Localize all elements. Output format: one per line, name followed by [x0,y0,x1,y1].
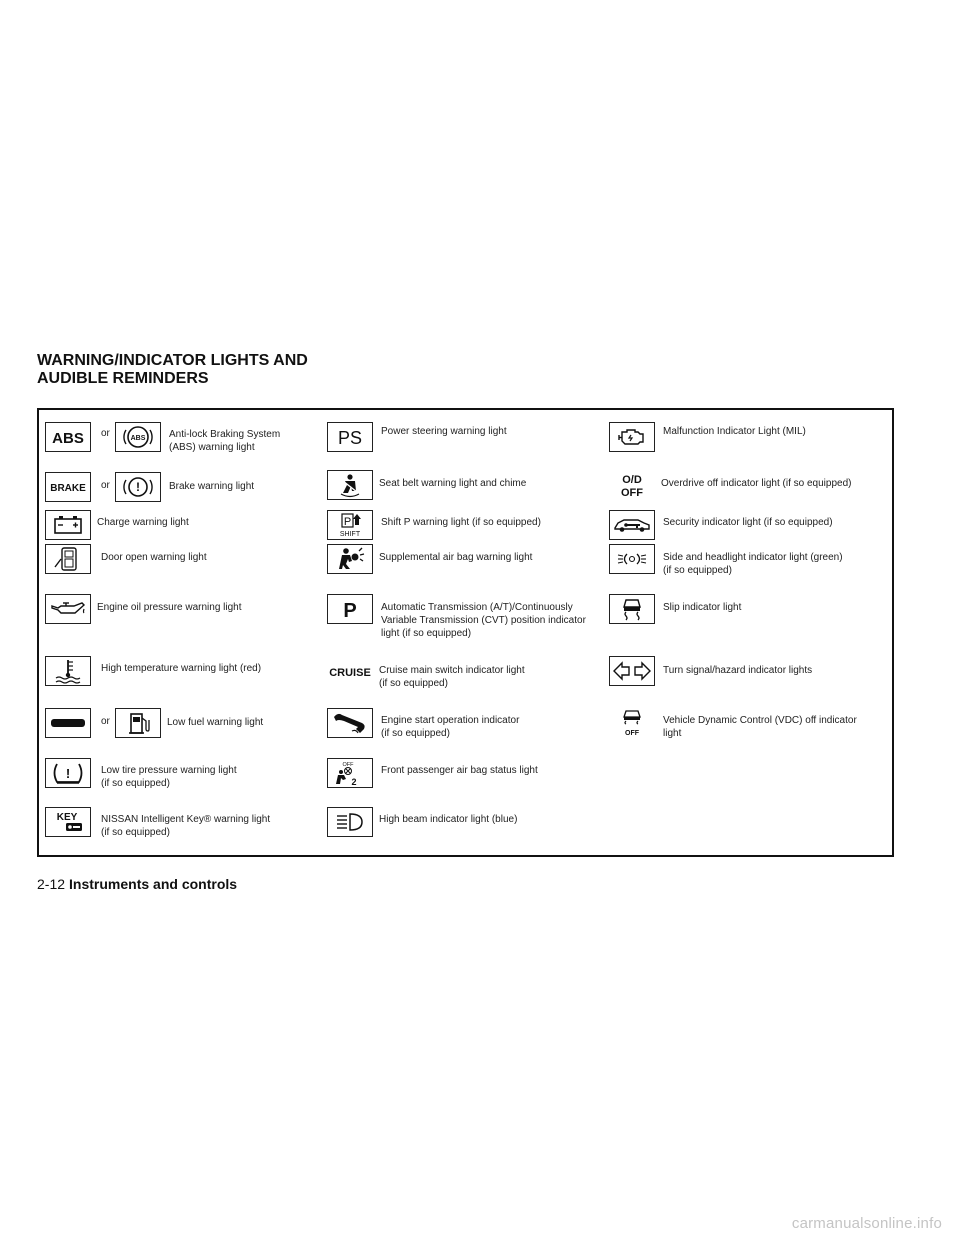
od-label: Overdrive off indicator light (if so equipped) [661,478,852,489]
shift-p-icon [327,510,373,540]
engine-start-icon [327,708,373,738]
oil-label: Engine oil pressure warning light [97,602,242,613]
airbag-icon [327,544,373,574]
fuel-pump-icon [115,708,161,738]
svg-text:SHIFT: SHIFT [339,531,361,538]
svg-text:OFF: OFF [342,762,354,768]
passenger-label: Front passenger air bag status light [381,765,538,776]
svg-text:O/D: O/D [622,474,642,486]
atcvt-label-line3: light (if so equipped) [381,628,472,639]
airbag-label: Supplemental air bag warning light [379,552,533,563]
or-text: or [101,428,110,439]
abs-label-line2: (ABS) warning light [169,442,255,453]
svg-text:ABS: ABS [130,435,146,442]
section-title [37,352,308,388]
security-car-icon [609,510,655,540]
turn-signal-icon [609,656,655,686]
watermark: carmanualsonline.info [791,1215,942,1232]
svg-text:OFF: OFF [621,487,643,499]
seatbelt-label: Seat belt warning light and chime [379,478,527,489]
temp-label: High temperature warning light (red) [101,663,262,674]
abs-label-line1: Anti-lock Braking System [169,429,281,440]
charge-label: Charge warning light [97,517,189,528]
low-fuel-bar-icon [45,708,91,738]
svg-text:KEY: KEY [56,812,78,823]
transmission-p-icon [327,594,373,624]
section-title-line2: AUDIBLE REMINDERS [37,370,209,387]
svg-text:P: P [343,600,357,622]
fuel-label: Low fuel warning light [167,717,264,728]
shift-label: Shift P warning light (if so equipped) [381,517,541,528]
vdc-label-line2: light [663,728,682,739]
svg-text:!: ! [65,766,71,781]
svg-text:ABS: ABS [52,430,84,447]
power-steering-icon [327,422,373,452]
page-number: 2-12 [37,876,66,892]
ps-label: Power steering warning light [381,426,507,437]
passenger-airbag-icon [327,758,373,788]
indicator-lights-table [37,408,894,857]
high-beam-icon [327,807,373,837]
cruise-label-line1: Cruise main switch indicator light [379,665,525,676]
battery-icon [45,510,91,540]
brake-circle-icon [115,472,161,502]
or-text: or [101,480,110,491]
side-headlight-icon [609,544,655,574]
tire-label-line2: (if so equipped) [101,778,170,789]
atcvt-label-line1: Automatic Transmission (A/T)/Continuously [381,602,573,613]
svg-text:CRUISE: CRUISE [329,667,371,679]
atcvt-label-line2: Variable Transmission (CVT) position indicator [381,615,586,626]
coolant-temp-icon [45,656,91,686]
highbeam-label: High beam indicator light (blue) [379,814,518,825]
headlight-label-line1: Side and headlight indicator light (green) [663,552,843,563]
svg-text:P: P [343,516,352,528]
key-label-line1: NISSAN Intelligent Key® warning light [101,814,271,825]
door-label: Door open warning light [101,552,207,563]
key-label-line2: (if so equipped) [101,827,170,838]
slip-icon [609,594,655,624]
intelligent-key-icon [45,807,91,837]
svg-text:BRAKE: BRAKE [50,483,86,494]
slip-label: Slip indicator light [663,602,742,613]
turn-label: Turn signal/hazard indicator lights [663,665,813,676]
brake-label: Brake warning light [169,481,255,492]
start-label-line2: (if so equipped) [381,728,450,739]
tire-pressure-icon [45,758,91,788]
check-engine-icon [609,422,655,452]
headlight-label-line2: (if so equipped) [663,565,732,576]
start-label-line1: Engine start operation indicator [381,715,520,726]
svg-text:!: ! [136,480,140,494]
door-open-icon [45,544,91,574]
abs-circle-icon [115,422,161,452]
cruise-icon [327,656,373,686]
security-label: Security indicator light (if so equipped) [663,517,833,528]
tire-label-line1: Low tire pressure warning light [101,765,237,776]
or-text: or [101,716,110,727]
svg-text:2: 2 [351,777,357,787]
oil-can-icon [45,594,91,624]
section-name: Instruments and controls [69,876,238,892]
svg-text:OFF: OFF [625,730,639,737]
page-footer [37,876,237,892]
svg-text:PS: PS [337,428,363,448]
mil-label: Malfunction Indicator Light (MIL) [663,426,806,437]
vdc-label-line1: Vehicle Dynamic Control (VDC) off indicator [663,715,857,726]
vdc-off-icon [609,708,655,738]
overdrive-off-icon [609,470,655,500]
seat-belt-icon [327,470,373,500]
abs-text-icon [45,422,91,452]
cruise-label-line2: (if so equipped) [379,678,448,689]
section-title-line1: WARNING/INDICATOR LIGHTS AND [37,352,308,369]
brake-text-icon [45,472,91,502]
